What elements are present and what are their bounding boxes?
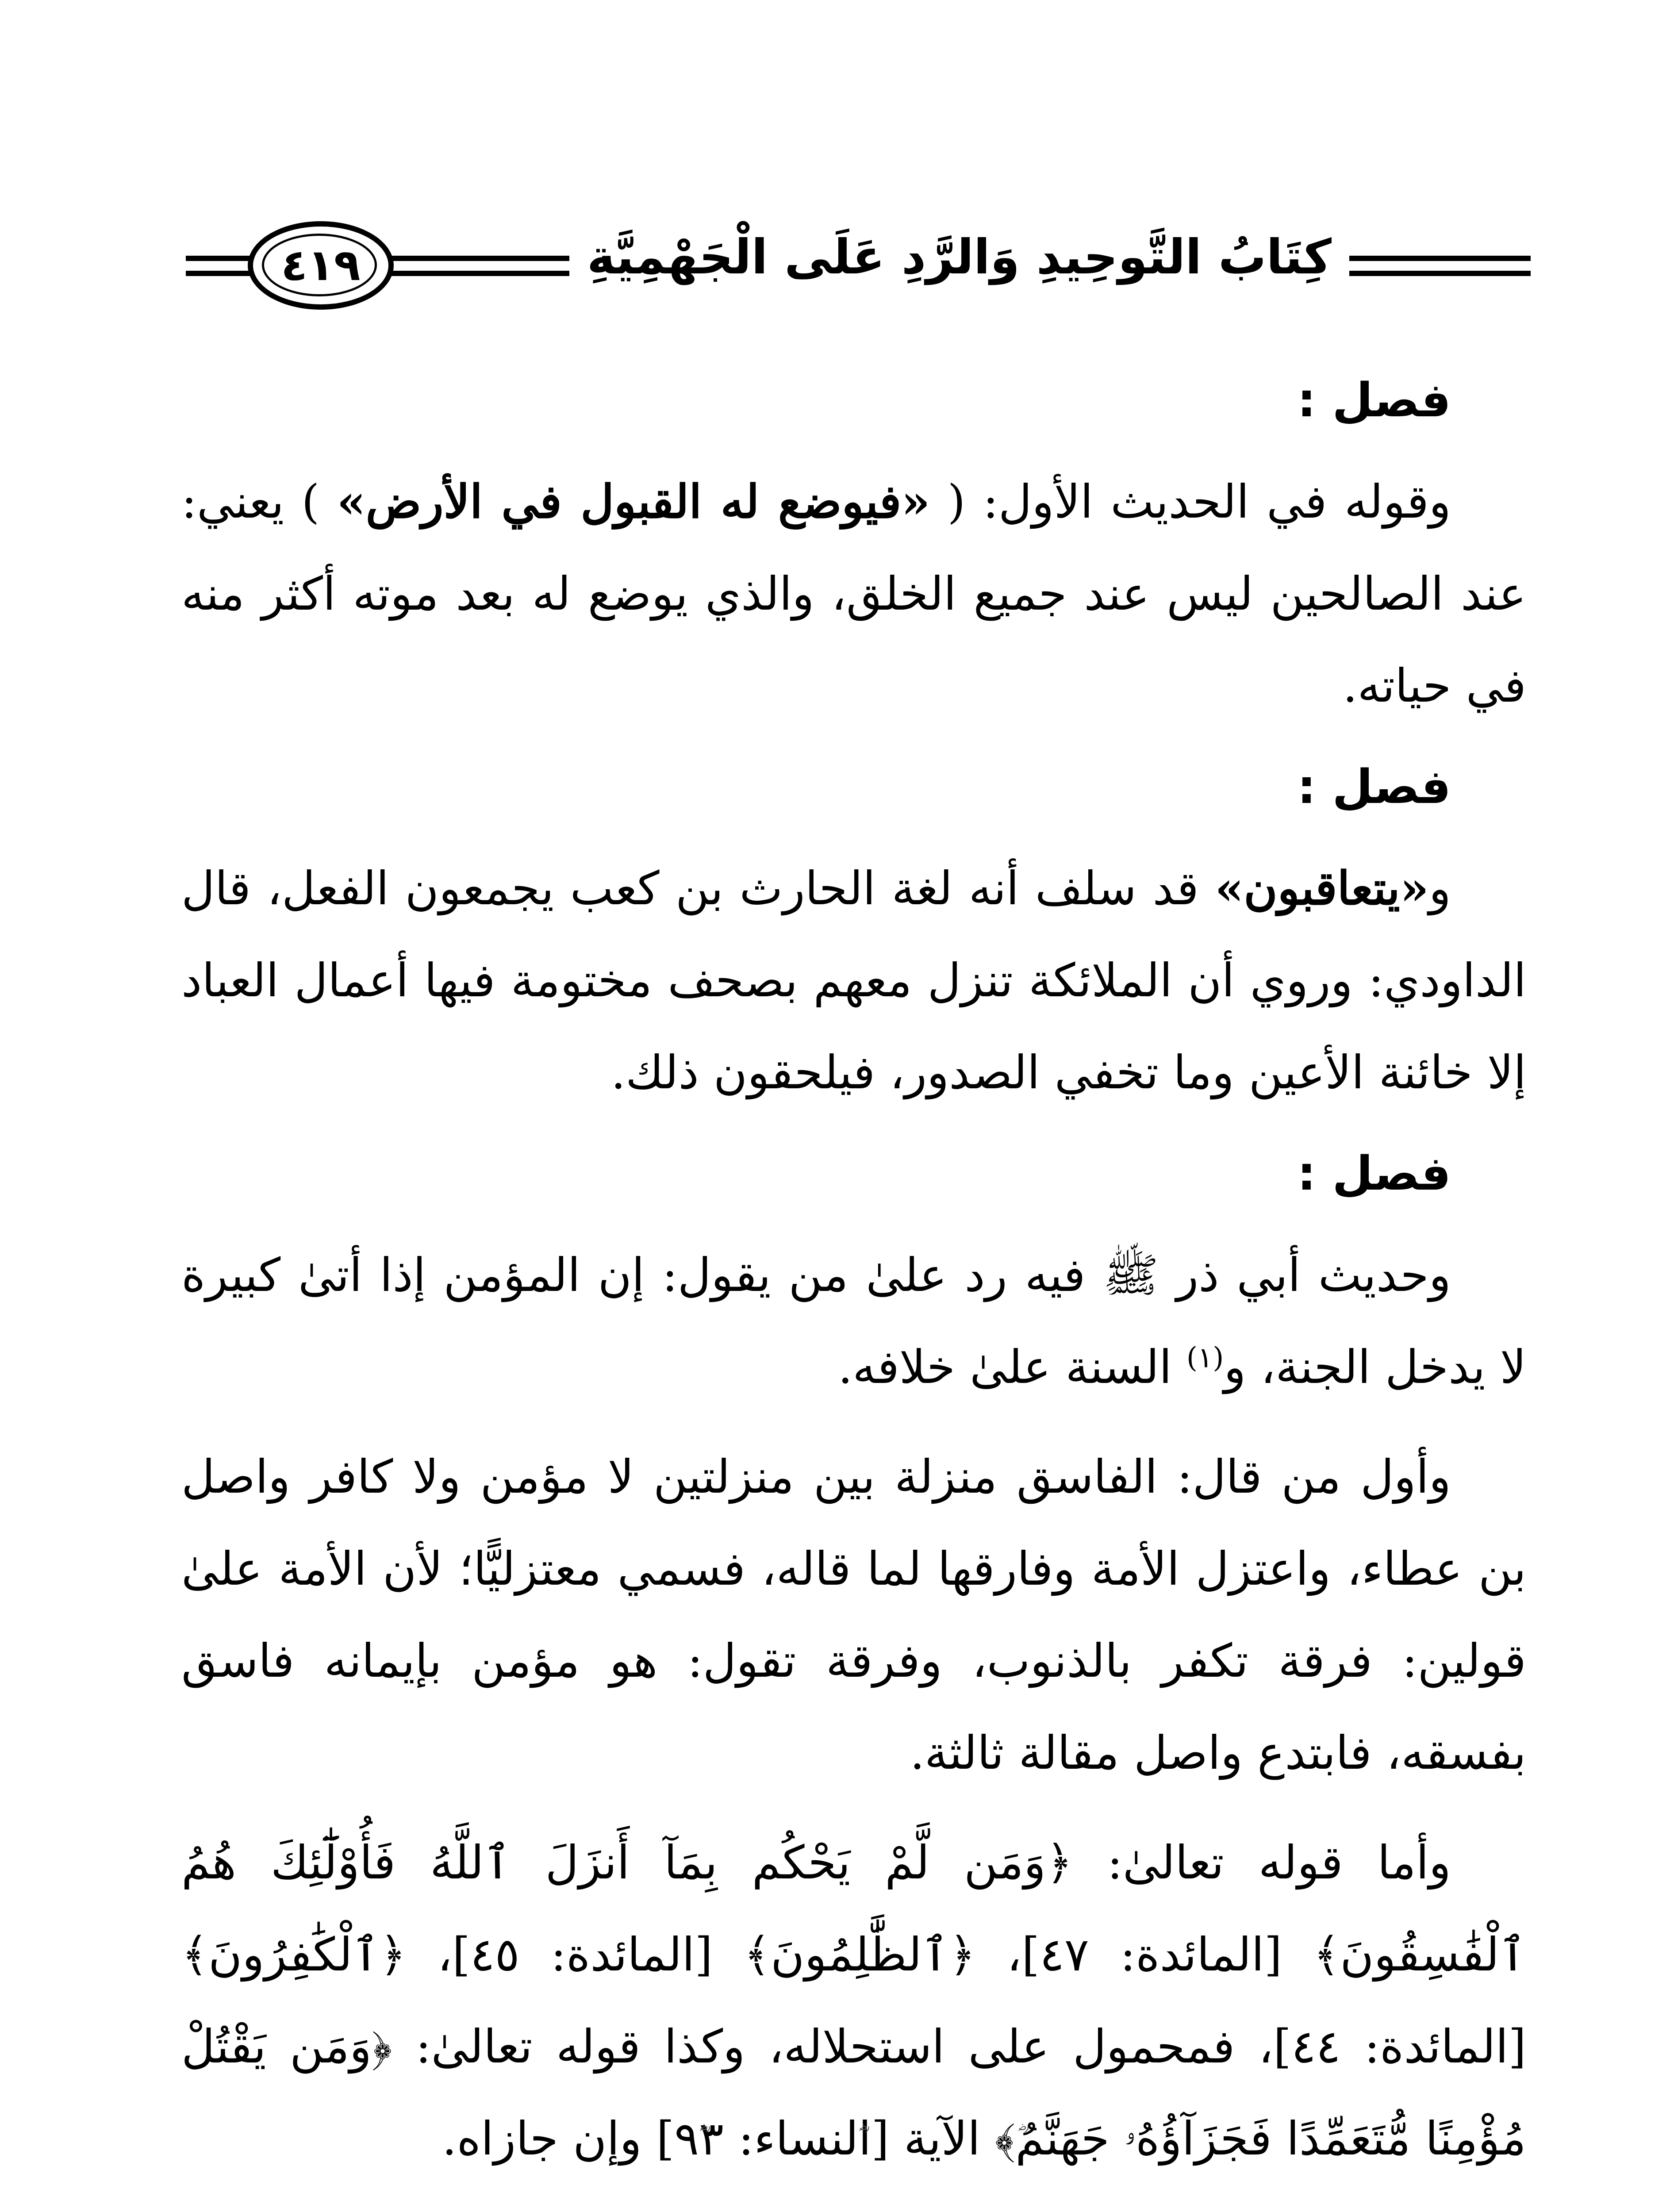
paragraph-text: و bbox=[1428, 861, 1451, 915]
paragraph-text: وأول من قال: الفاسق منزلة بين منزلتين لا مؤمن ولا كافر واصل بن عطاء، واعتزل الأمة وفارقها لما قاله، فسمي معتزليًّا؛ لأن الأمة علىٰ قولين: فرقة تكفر بالذنوب، وفرقة تقول: هو مؤمن بإيمانه فاسق بفسقه، فابتدع واصل مقالة ثالثة. bbox=[181, 1450, 1526, 1780]
paragraph-text: وقوله في الحديث الأول: ( bbox=[930, 475, 1451, 529]
header-rule-right-top bbox=[1363, 256, 1531, 261]
running-header bbox=[186, 217, 1531, 332]
section-heading: فصل : bbox=[1297, 760, 1451, 814]
paragraph-text: السنة علىٰ خلافه. bbox=[838, 1340, 1186, 1394]
section-3 bbox=[181, 1118, 1526, 2185]
hadith-quote: «فيوضع له القبول في الأرض» bbox=[337, 474, 930, 529]
header-rule-right-bottom bbox=[1363, 271, 1531, 276]
page-number-frame bbox=[248, 221, 394, 310]
footnote-marker: (١) bbox=[1186, 1341, 1224, 1375]
paragraph-text: وأما قوله تعالىٰ: ﴿وَمَن لَّمْ يَحْكُم بِمَآ أَنزَلَ ٱللَّهُ فَأُوْلَٰٓئِكَ هُمُ ٱلْفَٰسِقُونَ﴾ [المائدة: ٤٧]، ﴿ٱلظَّٰلِمُونَ﴾ [المائدة: ٤٥]، ﴿ٱلْكَٰفِرُونَ﴾ [المائدة: ٤٤]، فمحمول على استحلاله، وكذا قوله تعالىٰ: ﴿وَمَن يَقْتُلْ مُؤْمِنًا مُّتَعَمِّدًا فَجَزَآؤُهُۥ جَهَنَّمُ﴾ الآية [النساء: ٩٣] وإن جازاه. bbox=[181, 1836, 1526, 2166]
paragraph bbox=[181, 456, 1526, 732]
paragraph-text: قد سلف أنه لغة الحارث بن كعب يجمعون الفعل، قال الداودي: وروي أن الملائكة تنزل معهم بصحف مختومة فيها أعمال العباد إلا خائنة الأعين وما تخفي الصدور، فيلحقون ذلك. bbox=[181, 861, 1526, 1099]
paragraph bbox=[181, 842, 1526, 1118]
section-2 bbox=[181, 732, 1526, 1118]
hadith-quote: «يتعاقبون» bbox=[1215, 861, 1429, 915]
section-heading: فصل : bbox=[1297, 373, 1451, 427]
running-title: كِتَابُ التَّوحِيدِ وَالرَّدِ عَلَى الْجَهْمِيَّةِ bbox=[569, 219, 1349, 296]
section-end-ornament bbox=[699, 2124, 1017, 2159]
section-heading: فصل : bbox=[1297, 1146, 1451, 1201]
paragraph bbox=[181, 1431, 1526, 1799]
page-body bbox=[181, 345, 1526, 2185]
section-1 bbox=[181, 345, 1526, 732]
paragraph-text: ) يعني: عند الصالحين ليس عند جميع الخلق، والذي يوضع له بعد موته أكثر منه في حياته. bbox=[181, 475, 1526, 713]
paragraph bbox=[181, 1229, 1526, 1413]
paragraph-text: وحديث أبي ذر ﷺ فيه رد علىٰ من يقول: إن المؤمن إذا أتىٰ كبيرة لا يدخل الجنة، و bbox=[181, 1248, 1526, 1394]
page-number: ٤١٩ bbox=[281, 240, 361, 291]
